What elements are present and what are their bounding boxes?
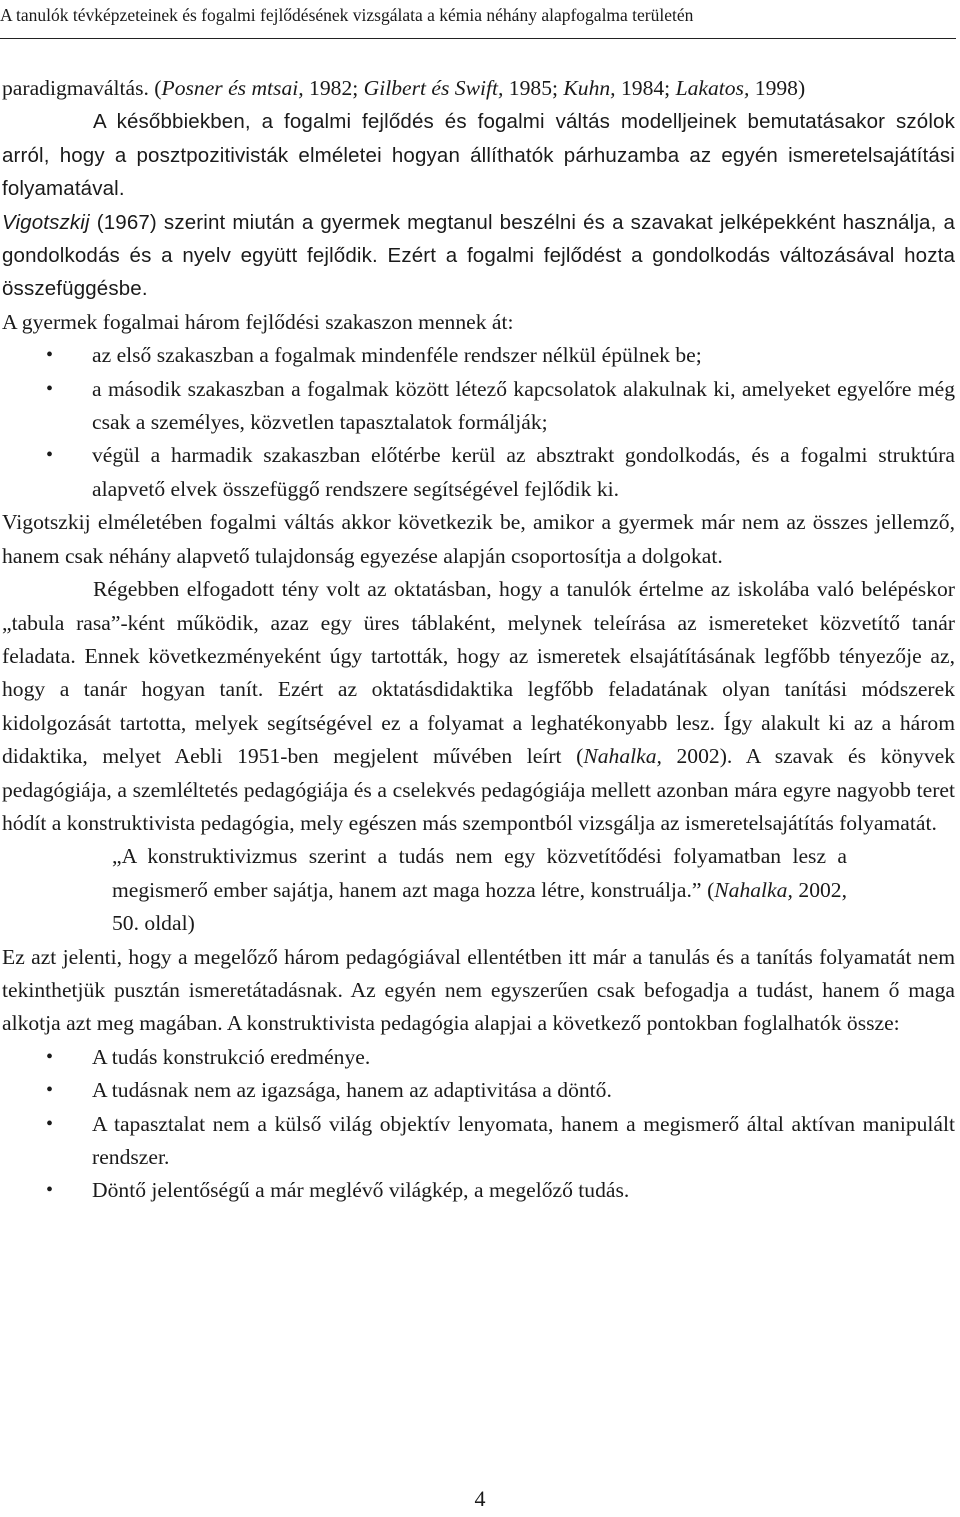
list-item-text: a második szakaszban a fogalmak között létező kapcsolatok alakulnak ki, amelyeket egyelőre még csak a személyes, közvetlen tapasztalatok formálják; — [92, 376, 955, 435]
bullet-icon: • — [46, 1079, 54, 1102]
text-run: (1967) szerint miután a gyermek megtanul beszélni és a szavakat jelképekként használja, a gondolkodás és a nyelv együtt fejlődik. Ezért a fogalmi fejlődést a gondolkodás változásával hozta összefüggésbe. — [2, 210, 955, 301]
text-run: 1985; — [503, 76, 564, 100]
page-number: 4 — [474, 1486, 486, 1511]
list-item — [2, 1074, 955, 1107]
bullet-icon: • — [46, 1112, 54, 1135]
list-item-text: A tapasztalat nem a külső világ objektív lenyomata, hanem a megismerő által aktívan manipulált rendszer. — [92, 1111, 955, 1169]
list-item — [2, 373, 955, 440]
paragraph-citations — [2, 72, 955, 105]
citation-author: Vigotszkij — [2, 210, 90, 234]
list-item — [2, 1108, 955, 1175]
paragraph-concept-change: Vigotszkij elméletében fogalmi váltás akkor következik be, amikor a gyermek már nem az összes jellemző, hanem csak néhány alapvető tulajdonság egyezése alapján csoportosítja a dolgokat. — [2, 510, 955, 568]
citation-author: Posner és mtsai, — [161, 76, 304, 100]
text-run: 1984; — [615, 76, 676, 100]
running-header: A tanulók tévképzeteinek és fogalmi fejlődésének vizsgálata a kémia néhány alapfogalma területén — [0, 5, 694, 25]
citation-author: Lakatos, — [675, 76, 750, 100]
text-run: 1982; — [303, 76, 364, 100]
block-quote — [2, 840, 847, 940]
text-run: paradigmaváltás. ( — [2, 76, 162, 100]
page-body — [2, 72, 955, 1208]
constructivism-list — [2, 1041, 955, 1208]
text-run: A későbbiekben, a fogalmi fejlődés és fogalmi váltás modelljeinek bemutatásakor szólok arról, hogy a posztpozitivisták elméletei hogyan állíthatók párhuzamba az egyén ismeretelsajátítási folyamatával. — [2, 110, 955, 201]
list-item — [2, 1041, 955, 1074]
stages-list — [2, 339, 955, 506]
list-item-text: Döntő jelentőségű a már meglévő világkép, a megelőző tudás. — [92, 1178, 630, 1203]
quote-text: „A konstruktivizmus szerint a tudás nem egy közvetítődési folyamatban lesz a megismerő ember sajátja, hanem azt maga hozza létre, konstruálja.” ( — [112, 844, 847, 902]
paragraph-tabula-rasa — [2, 573, 955, 840]
paragraph-vigotszkij-intro — [2, 105, 955, 305]
text-run: 2002). A szavak és könyvek pedagógiája, a szemléltetés pedagógiája és a cselekvés pedagógiája mellett azonban mára egyre nagyobb teret hódít a konstruktivista pedagógia, mely egészen más szempontból vizsgálja az ismeretelsajátítás folyamatát. — [2, 744, 955, 835]
citation-reference: 2002, 50. oldal) — [112, 877, 847, 936]
list-item-text: az első szakaszban a fogalmak mindenféle rendszer nélkül épülnek be; — [92, 343, 702, 368]
list-item-text: végül a harmadik szakaszban előtérbe kerül az absztrakt gondolkodás, és a fogalmi struktúra alapvető elvek összefüggő rendszere segítségével fejlődik ki. — [92, 443, 955, 501]
list-item-text: A tudás konstrukció eredménye. — [92, 1044, 371, 1069]
citation-author: Kuhn, — [563, 76, 616, 100]
list-item-text: A tudásnak nem az igazsága, hanem az adaptivitása a döntő. — [92, 1078, 612, 1103]
citation-author: Nahalka, — [583, 744, 662, 769]
header-divider — [0, 38, 956, 39]
citation-author: Gilbert és Swift, — [363, 76, 504, 100]
text-run: 1998) — [749, 76, 806, 100]
list-item — [2, 1174, 955, 1207]
citation-author: Nahalka, — [714, 877, 793, 902]
bullet-icon: • — [46, 344, 54, 367]
bullet-icon: • — [46, 1045, 54, 1068]
list-item — [2, 439, 955, 506]
bullet-icon: • — [46, 377, 54, 400]
paragraph-constructivism: Ez azt jelenti, hogy a megelőző három pedagógiával ellentétben itt már a tanulás és a tanítás folyamatát nem tekinthetjük pusztán ismeretátadásnak. Az egyén nem egyszerűen csak befogadja a tudást, hanem ő maga alkotja azt meg magában. A konstruktivista pedagógia alapjai a következő pontokban foglalhatók össze: — [2, 944, 955, 1036]
paragraph-stages-intro: A gyermek fogalmai három fejlődési szakaszon mennek át: — [2, 309, 514, 334]
text-run: Régebben elfogadott tény volt az oktatásban, hogy a tanulók értelme az iskolába való belépéskor „tabula rasa”-ként működik, azaz egy üres táblaként, melynek teleírása az ismereteket közvetítő tanár feladata. Ennek következményeként úgy tartották, hogy az ismeretek elsajátításának legfőbb tényezője az, hogy a tanár hogyan tanít. Ezért az oktatásdidaktika legfőbb feladatának olyan tanítási módszerek kidolgozását tartotta, melyek segítségével ez a folyamat a leghatékonyabb lesz. Így alakult ki az a három didaktika, melyet Aebli 1951-ben megjelent művében leírt ( — [2, 577, 955, 769]
list-item — [2, 339, 955, 372]
bullet-icon: • — [46, 1179, 54, 1202]
bullet-icon: • — [46, 444, 54, 467]
